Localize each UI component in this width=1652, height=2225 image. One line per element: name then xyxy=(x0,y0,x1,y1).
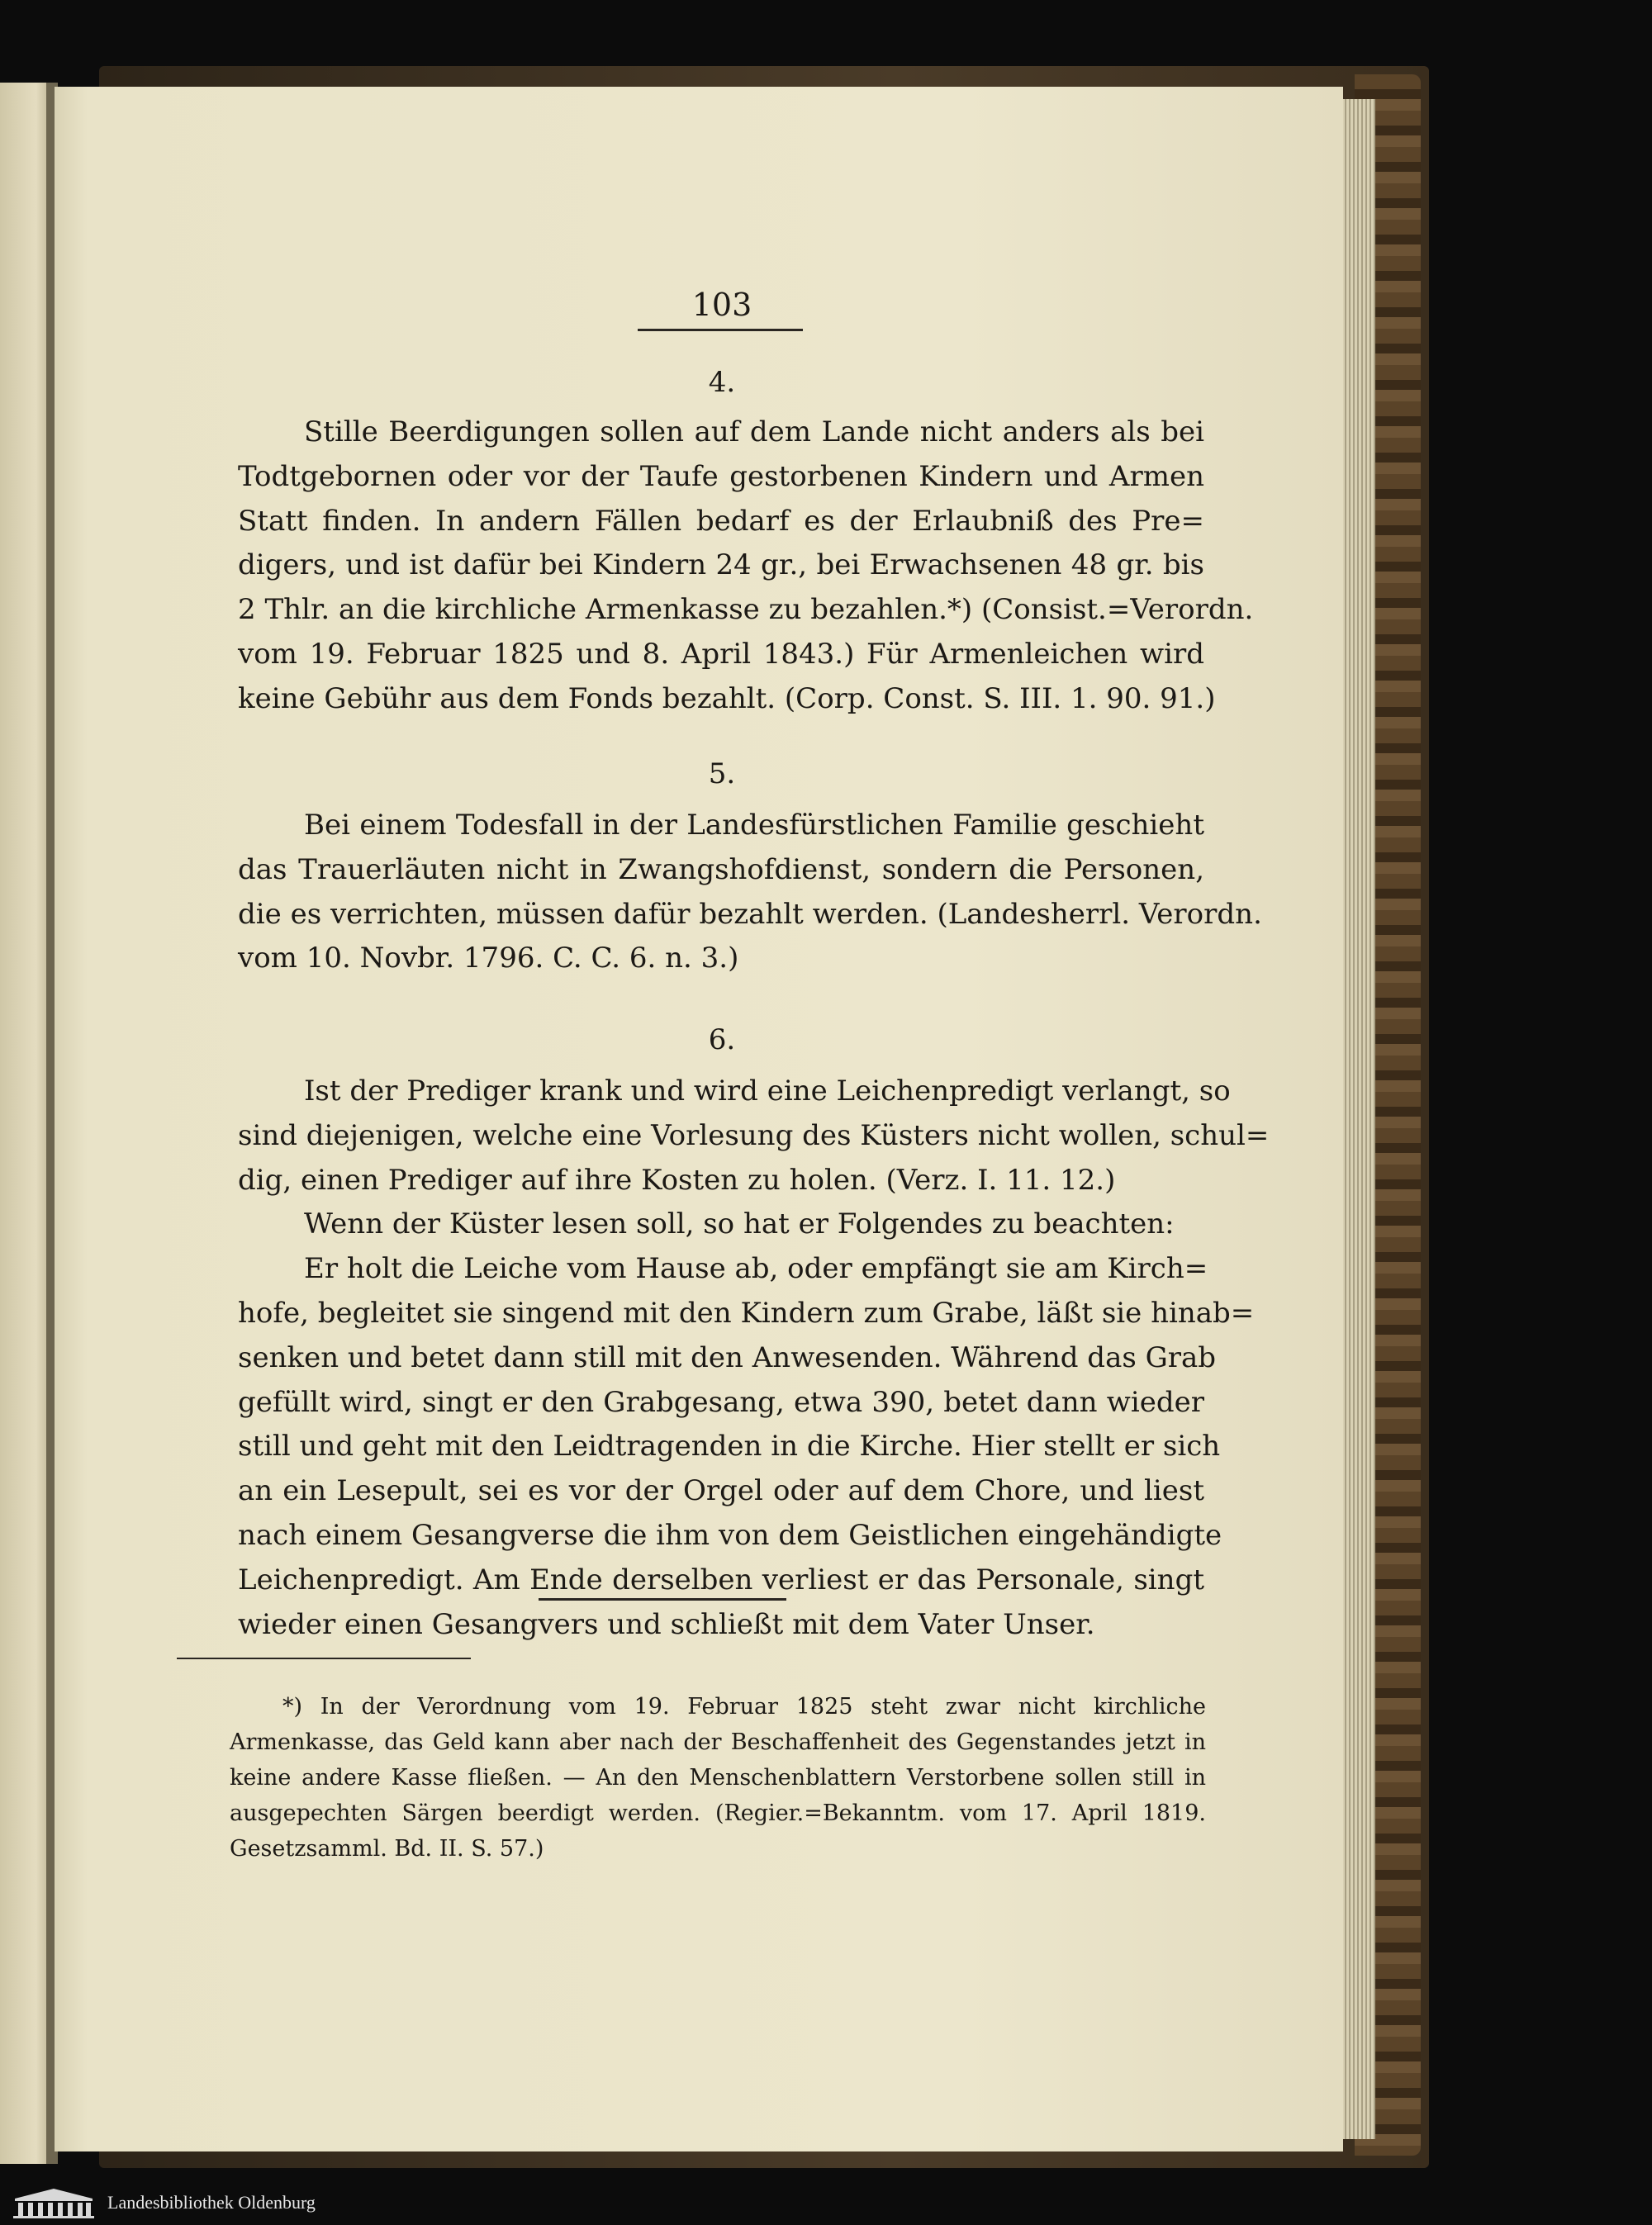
page-stack-edge xyxy=(1338,99,1375,2139)
section-heading-5: 5. xyxy=(708,757,736,790)
text-line: Wenn der Küster lesen soll, so hat er Folgendes zu beachten: xyxy=(304,1207,1175,1241)
text-line: nach einem Gesangverse die ihm von dem Geistlichen eingehändigte xyxy=(238,1518,1222,1552)
section-heading-4: 4. xyxy=(708,366,736,399)
footnote-rule xyxy=(177,1658,471,1659)
section-6-paragraph-1 xyxy=(238,1070,1270,1647)
text-line: Statt finden. In andern Fällen bedarf es der Erlaubniß des Pre= xyxy=(238,504,1204,538)
footnote-line: Armenkasse, das Geld kann aber nach der Beschaffenheit des Gegenstandes jetzt in xyxy=(230,1729,1206,1755)
text-line: still und geht mit den Leidtragenden in die Kirche. Hier stellt er sich xyxy=(238,1430,1221,1464)
text-line: hofe, begleitet sie singend mit den Kindern zum Grabe, läßt sie hinab= xyxy=(238,1296,1255,1330)
text-line: Stille Beerdigungen sollen auf dem Lande nicht anders als bei xyxy=(304,415,1204,448)
footnote-line: *) In der Verordnung vom 19. Februar 1825 steht zwar nicht kirchliche xyxy=(282,1694,1206,1720)
footnote xyxy=(230,1689,1206,1867)
text-line: keine Gebühr aus dem Fonds bezahlt. (Corp. Const. S. III. 1. 90. 91.) xyxy=(238,681,1216,715)
book-page xyxy=(55,87,1343,2151)
library-building-icon xyxy=(8,2187,99,2220)
section-5-paragraph xyxy=(238,804,1262,981)
text-line: Bei einem Todesfall in der Landesfürstlichen Familie geschieht xyxy=(304,809,1204,842)
text-line: 2 Thlr. an die kirchliche Armenkasse zu bezahlen.*) (Consist.=Verordn. xyxy=(238,593,1254,627)
text-line: das Trauerläuten nicht in Zwangshofdienst, sondern die Personen, xyxy=(238,852,1204,886)
text-line: Todtgebornen oder vor der Taufe gestorbenen Kindern und Armen xyxy=(238,459,1204,493)
library-name: Landesbibliothek Oldenburg xyxy=(107,2192,316,2213)
text-line: gefüllt wird, singt er den Grabgesang, etwa 390, betet dann wieder xyxy=(238,1385,1204,1419)
text-line: Leichenpredigt. Am Ende derselben verliest er das Personale, singt xyxy=(238,1563,1204,1596)
page-number-rule xyxy=(638,329,803,331)
text-line: Ist der Prediger krank und wird eine Leichenpredigt verlangt, so xyxy=(304,1075,1231,1108)
text-line: dig, einen Prediger auf ihre Kosten zu holen. (Verz. I. 11. 12.) xyxy=(238,1163,1116,1197)
text-line: sind diejenigen, welche eine Vorlesung des Küsters nicht wollen, schul= xyxy=(238,1118,1270,1152)
text-line: vom 10. Novbr. 1796. C. C. 6. n. 3.) xyxy=(238,942,739,975)
footnote-line: Gesetzsamml. Bd. II. S. 57.) xyxy=(230,1836,544,1862)
footnote-line: keine andere Kasse fließen. — An den Menschenblattern Verstorbene sollen still in xyxy=(230,1765,1206,1791)
text-line: wieder einen Gesangvers und schließt mit dem Vater Unser. xyxy=(238,1607,1095,1641)
text-line: die es verrichten, müssen dafür bezahlt werden. (Landesherrl. Verordn. xyxy=(238,897,1262,931)
text-line: vom 19. Februar 1825 und 8. April 1843.) Für Armenleichen wird xyxy=(238,637,1204,671)
section-heading-6: 6. xyxy=(708,1023,736,1056)
text-line: an ein Lesepult, sei es vor der Orgel oder auf dem Chore, und liest xyxy=(238,1474,1204,1508)
text-line: digers, und ist dafür bei Kindern 24 gr., bei Erwachsenen 48 gr. bis xyxy=(238,548,1204,582)
section-end-rule xyxy=(539,1598,786,1601)
library-footer xyxy=(0,2180,1652,2225)
text-line: senken und betet dann still mit den Anwesenden. Während das Grab xyxy=(238,1340,1217,1374)
section-4-paragraph xyxy=(238,410,1254,722)
text-line: Er holt die Leiche vom Hause ab, oder empfängt sie am Kirch= xyxy=(304,1252,1208,1286)
footnote-line: ausgepechten Särgen beerdigt werden. (Regier.=Bekanntm. vom 17. April 1819. xyxy=(230,1800,1206,1826)
page-number: 103 xyxy=(691,287,752,323)
left-page-edge xyxy=(0,83,51,2164)
